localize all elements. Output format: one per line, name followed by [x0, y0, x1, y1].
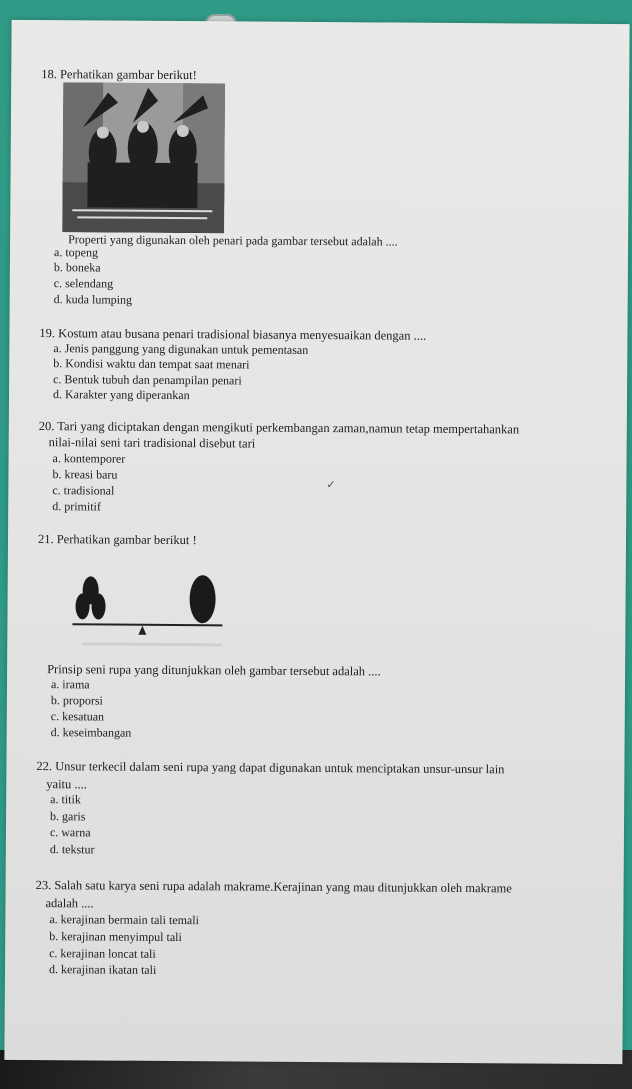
- q18-option-a: a. topeng: [53, 245, 99, 260]
- q19-option-b: b. Kondisi waktu dan tempat saat menari: [53, 356, 250, 372]
- q21-option-c: c. kesatuan: [50, 709, 105, 724]
- q23-prompt-line2: adalah ....: [45, 896, 94, 911]
- q22-option-c: c. warna: [49, 825, 91, 840]
- q20-option-a: a. kontemporer: [52, 451, 126, 466]
- q22-option-d: d. tekstur: [49, 842, 95, 857]
- q18-option-d: d. kuda lumping: [53, 292, 133, 307]
- q20-prompt-line1: 20. Tari yang diciptakan dengan mengikuti perkembangan zaman,namun tetap mempertahankan: [38, 419, 520, 437]
- q21-option-d: d. keseimbangan: [50, 725, 132, 740]
- q18-dancers-photo: [62, 82, 225, 233]
- q22-prompt-line2: yaitu ....: [46, 777, 87, 792]
- q18-option-b: b. boneka: [53, 260, 101, 275]
- q23-option-d: d. kerajinan ikatan tali: [48, 962, 157, 977]
- q19-option-c: c. Bentuk tubuh dan penampilan penari: [53, 372, 242, 388]
- q21-option-a: a. irama: [50, 677, 90, 692]
- q20-option-c: c. tradisional: [52, 483, 115, 498]
- q21-prompt: Prinsip seni rupa yang ditunjukkan oleh gambar tersebut adalah ....: [47, 662, 381, 679]
- q18-title: 18. Perhatikan gambar berikut!: [41, 67, 197, 83]
- q23-option-a: a. kerajinan bermain tali temali: [49, 912, 200, 928]
- q19-option-d: d. Karakter yang diperankan: [52, 387, 190, 403]
- exam-page: [4, 20, 629, 1064]
- q20-check-mark: ✓: [326, 479, 336, 492]
- q20-option-b: b. kreasi baru: [52, 467, 118, 482]
- q20-prompt-line2: nilai-nilai seni tari tradisional disebut tari: [48, 435, 256, 451]
- q21-balance-figure: [62, 560, 233, 651]
- q23-option-c: c. kerajinan loncat tali: [49, 946, 156, 961]
- q23-prompt-line1: 23. Salah satu karya seni rupa adalah makrame.Kerajinan yang mau ditunjukkan oleh makrame: [35, 878, 512, 896]
- q22-option-a: a. titik: [50, 792, 81, 807]
- q20-option-d: d. primitif: [52, 499, 101, 514]
- q22-option-b: b. garis: [50, 809, 86, 824]
- q23-option-b: b. kerajinan menyimpul tali: [49, 929, 182, 945]
- q22-prompt-line1: 22. Unsur terkecil dalam seni rupa yang dapat digunakan untuk menciptakan unsur-unsur lain: [36, 759, 505, 777]
- q19-option-a: a. Jenis panggung yang digunakan untuk pementasan: [53, 341, 309, 357]
- q21-option-b: b. proporsi: [50, 693, 103, 708]
- q18-prompt: Properti yang digunakan oleh penari pada gambar tersebut adalah ....: [68, 232, 398, 249]
- q18-option-c: c. selendang: [53, 276, 114, 291]
- q19-prompt: 19. Kostum atau busana penari tradisional biasanya menyesuaikan dengan ....: [39, 326, 427, 343]
- q21-title: 21. Perhatikan gambar berikut !: [37, 532, 197, 548]
